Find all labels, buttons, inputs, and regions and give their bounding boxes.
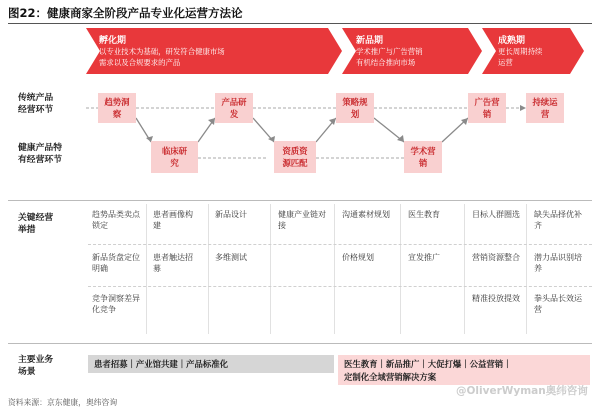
- measure-item: 患者触达招募: [153, 253, 193, 273]
- scenario-bar-right: [338, 355, 590, 385]
- measure-item: 目标人群圈选: [472, 210, 520, 219]
- scenario-text: 医生教育｜新品推广｜大促打爆｜公益营销｜: [344, 359, 512, 369]
- phase-desc-line: 有机结合推向市场: [356, 58, 416, 67]
- section-divider: [8, 343, 592, 344]
- row-label-line: 主要业务: [18, 355, 54, 365]
- measure-item: 营销资源整合: [472, 253, 520, 262]
- scenario-bar-left: [88, 355, 334, 373]
- scenario-text: 患者招募｜产业馆共建｜产品标准化: [94, 359, 228, 369]
- measure-item: 趋势品类卖点锁定: [92, 210, 140, 230]
- column-divider: [208, 204, 209, 334]
- row-label-line: 举措: [18, 225, 36, 235]
- measure-item: 健康产业链对接: [278, 210, 326, 230]
- row-label-line: 传统产品: [18, 93, 54, 103]
- column-divider: [464, 204, 465, 334]
- source-note: 资料来源：京东健康，奥纬咨询: [8, 398, 118, 407]
- measure-item: 缺失品择优补齐: [534, 210, 582, 230]
- watermark: @OliverWyman奥纬咨询: [456, 385, 588, 397]
- node-trend-insight: [98, 93, 136, 123]
- node-label: 持续运营: [532, 97, 558, 119]
- row-divider: [88, 286, 592, 287]
- measure-item: 多维测试: [215, 253, 247, 262]
- node-academic-marketing: [404, 141, 442, 173]
- row-label-scenarios: [18, 354, 53, 378]
- measure-item: 拳头品长效运营: [534, 294, 582, 314]
- phase-mature: [494, 29, 574, 74]
- column-divider: [270, 204, 271, 334]
- column-divider: [526, 204, 527, 334]
- node-label: 资质资源匹配: [282, 146, 308, 168]
- node-label: 策略规划: [342, 97, 368, 119]
- phase-incubation: [95, 29, 330, 74]
- phase-title: 成熟期: [498, 36, 526, 46]
- phase-desc-line: 运营: [498, 58, 513, 67]
- phase-title: 新品期: [356, 36, 384, 46]
- section-divider: [8, 200, 592, 201]
- row-label-line: 健康产品特: [18, 143, 62, 153]
- phase-desc-line: 学术推广与广告营销: [356, 47, 423, 56]
- row-label-line: 有经营环节: [18, 155, 62, 165]
- node-label: 趋势洞察: [104, 97, 130, 119]
- flow-connectors: [0, 80, 600, 190]
- measure-item: 潜力品识别培养: [534, 253, 582, 273]
- phase-desc-line: 需求以及合规要求的产品: [99, 58, 181, 67]
- node-resource-match: [274, 141, 316, 173]
- row-label-line: 关键经营: [18, 213, 54, 223]
- column-divider: [400, 204, 401, 334]
- node-strategy-plan: [336, 93, 374, 123]
- node-ad-marketing: [468, 93, 506, 123]
- measure-item: 沟通素材规划: [342, 210, 390, 219]
- node-label: 产品研发: [221, 97, 247, 119]
- row-label-line: 经营环节: [18, 105, 54, 115]
- measure-item: 新品货盘定位明确: [92, 253, 140, 273]
- page-title: 图22：健康商家全阶段产品专业化运营方法论: [8, 6, 243, 20]
- row-divider: [88, 244, 592, 245]
- phase-desc-line: 更长周期持续: [498, 47, 543, 56]
- row-label-line: 场景: [18, 367, 36, 377]
- node-label: 广告营销: [474, 97, 500, 119]
- measure-item: 新品设计: [215, 210, 247, 219]
- measure-item: 医生教育: [408, 210, 440, 219]
- scenario-text: 定制化全域营销解决方案: [344, 372, 437, 382]
- row-label-key-measures: [18, 212, 53, 236]
- node-label: 临床研究: [161, 146, 188, 168]
- node-continuous-ops: [526, 93, 564, 123]
- node-label: 学术营销: [410, 146, 436, 168]
- phase-new: [352, 29, 467, 74]
- measure-item: 宣发推广: [408, 253, 440, 262]
- measure-item: 患者画像构建: [153, 210, 193, 230]
- column-divider: [146, 204, 147, 334]
- node-product-dev: [215, 93, 253, 123]
- phase-title: 孵化期: [99, 36, 127, 46]
- column-divider: [334, 204, 335, 334]
- measure-item: 竞争洞察差异化竞争: [92, 294, 140, 314]
- measure-item: 精准投放提效: [472, 294, 520, 303]
- phase-desc-line: 以专业技术为基础，研发符合健康市场: [99, 47, 225, 56]
- node-clinical-research: [151, 141, 198, 173]
- measure-item: 价格规划: [342, 253, 374, 262]
